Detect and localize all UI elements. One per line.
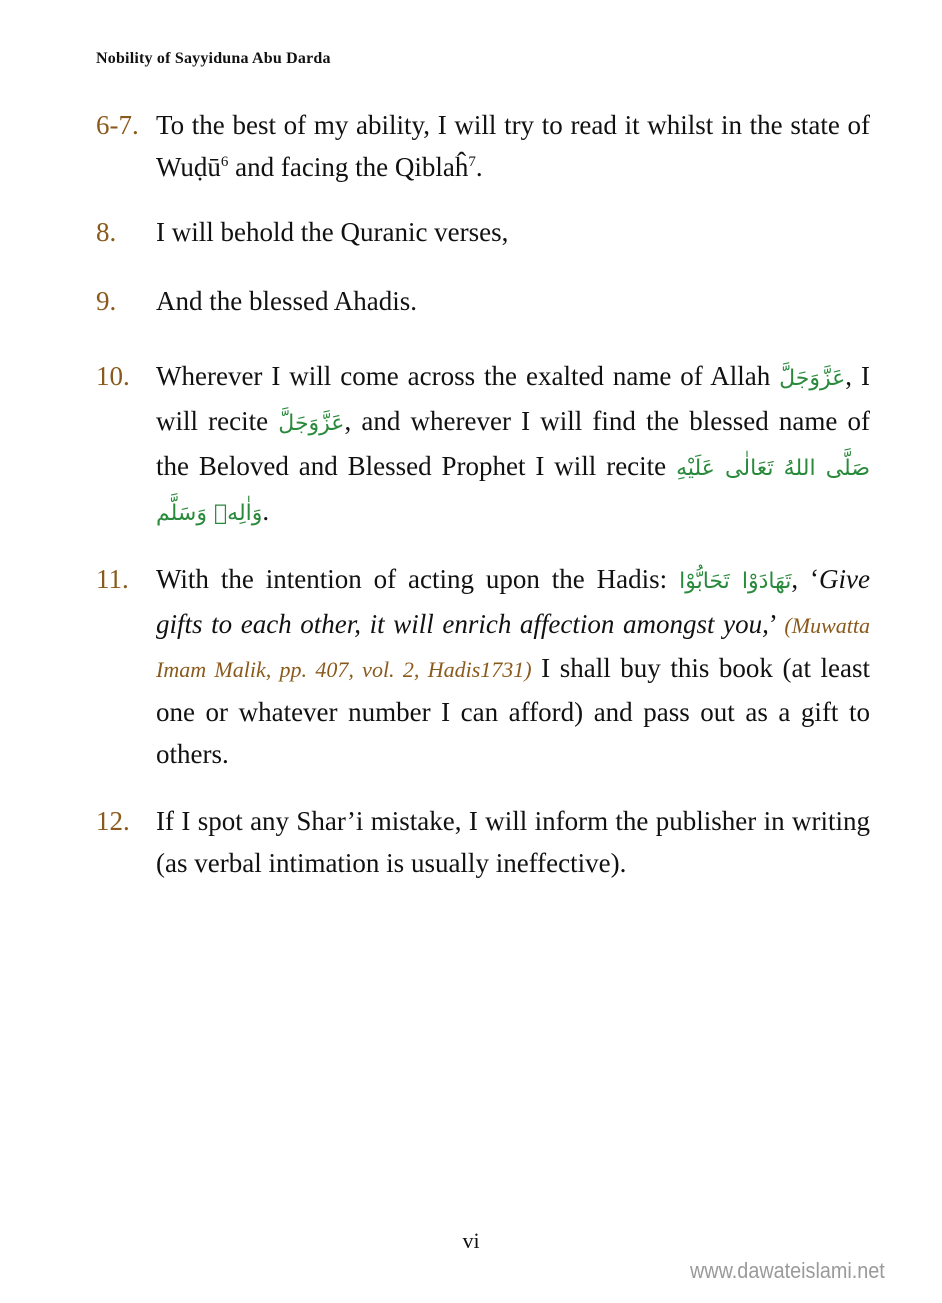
item-text-part: To the best of my ability, I will try to read it whilst in the state of Wuḍū (156, 110, 870, 182)
item-text-part: . (262, 496, 270, 526)
item-text-part: With the intention of acting upon the Hadis: (156, 564, 680, 594)
list-item-11 (96, 558, 870, 775)
running-header: Nobility of Sayyiduna Abu Darda (96, 50, 331, 67)
item-text-part: I shall buy this book (at least one or whatever number I can afford) and pass out as a gift to others. (156, 653, 871, 769)
item-text-part: , ‘ (791, 564, 820, 594)
website-watermark[interactable]: www.dawateislami.net (690, 1258, 885, 1283)
item-text (156, 104, 870, 188)
item-text: I will behold the Quranic verses, (156, 217, 509, 247)
list-item-10 (96, 355, 870, 535)
item-number: 6-7. (96, 110, 139, 140)
item-text-part: . (475, 152, 483, 182)
item-number: 10. (96, 361, 130, 391)
item-text-part: and facing the Qiblaĥ (228, 152, 469, 182)
item-number: 12. (96, 806, 130, 836)
list-item-12 (96, 800, 870, 884)
footnote-ref-6[interactable]: 6 (220, 154, 229, 170)
item-text: And the blessed Ahadis. (156, 286, 417, 316)
item-text (156, 355, 870, 535)
footnote-ref-7[interactable]: 7 (468, 154, 476, 170)
list-item-8 (96, 211, 870, 253)
item-text-part: Wherever I will come across the exalted name of Allah (156, 361, 780, 391)
hadis-translation: Give gifts to each other, it will enrich affection amongst you, (156, 564, 870, 639)
item-number: 8. (96, 217, 117, 247)
item-text (156, 558, 870, 775)
item-text: If I spot any Shar’i mistake, I will inform the publisher in writing (as verbal intimation is usually ineffective). (156, 806, 870, 878)
arabic-salutation: صَلَّى اللهُ تَعَالٰى عَلَيْهِ وَاٰلِهٖ وَسَلَّم (156, 456, 871, 526)
page-number: vi (462, 1228, 480, 1253)
list-item-6-7 (96, 104, 870, 188)
list-item-9 (96, 280, 870, 322)
arabic-honorific: عَزَّوَجَلَّ (278, 411, 345, 436)
item-number: 9. (96, 286, 117, 316)
hadis-reference: (Muwatta Imam Malik, pp. 407, vol. 2, Hadis1731) (156, 613, 870, 682)
item-text-part: , I will recite (156, 361, 870, 436)
arabic-honorific: عَزَّوَجَلَّ (779, 366, 846, 391)
item-text-part: ’ (768, 609, 785, 639)
item-number: 11. (96, 564, 129, 594)
arabic-hadis: تَهَادَوْا تَحَابُّوْا (679, 569, 792, 594)
item-text-part: , and wherever I will find the blessed name of the Beloved and Blessed Prophet I will recite (156, 406, 870, 481)
